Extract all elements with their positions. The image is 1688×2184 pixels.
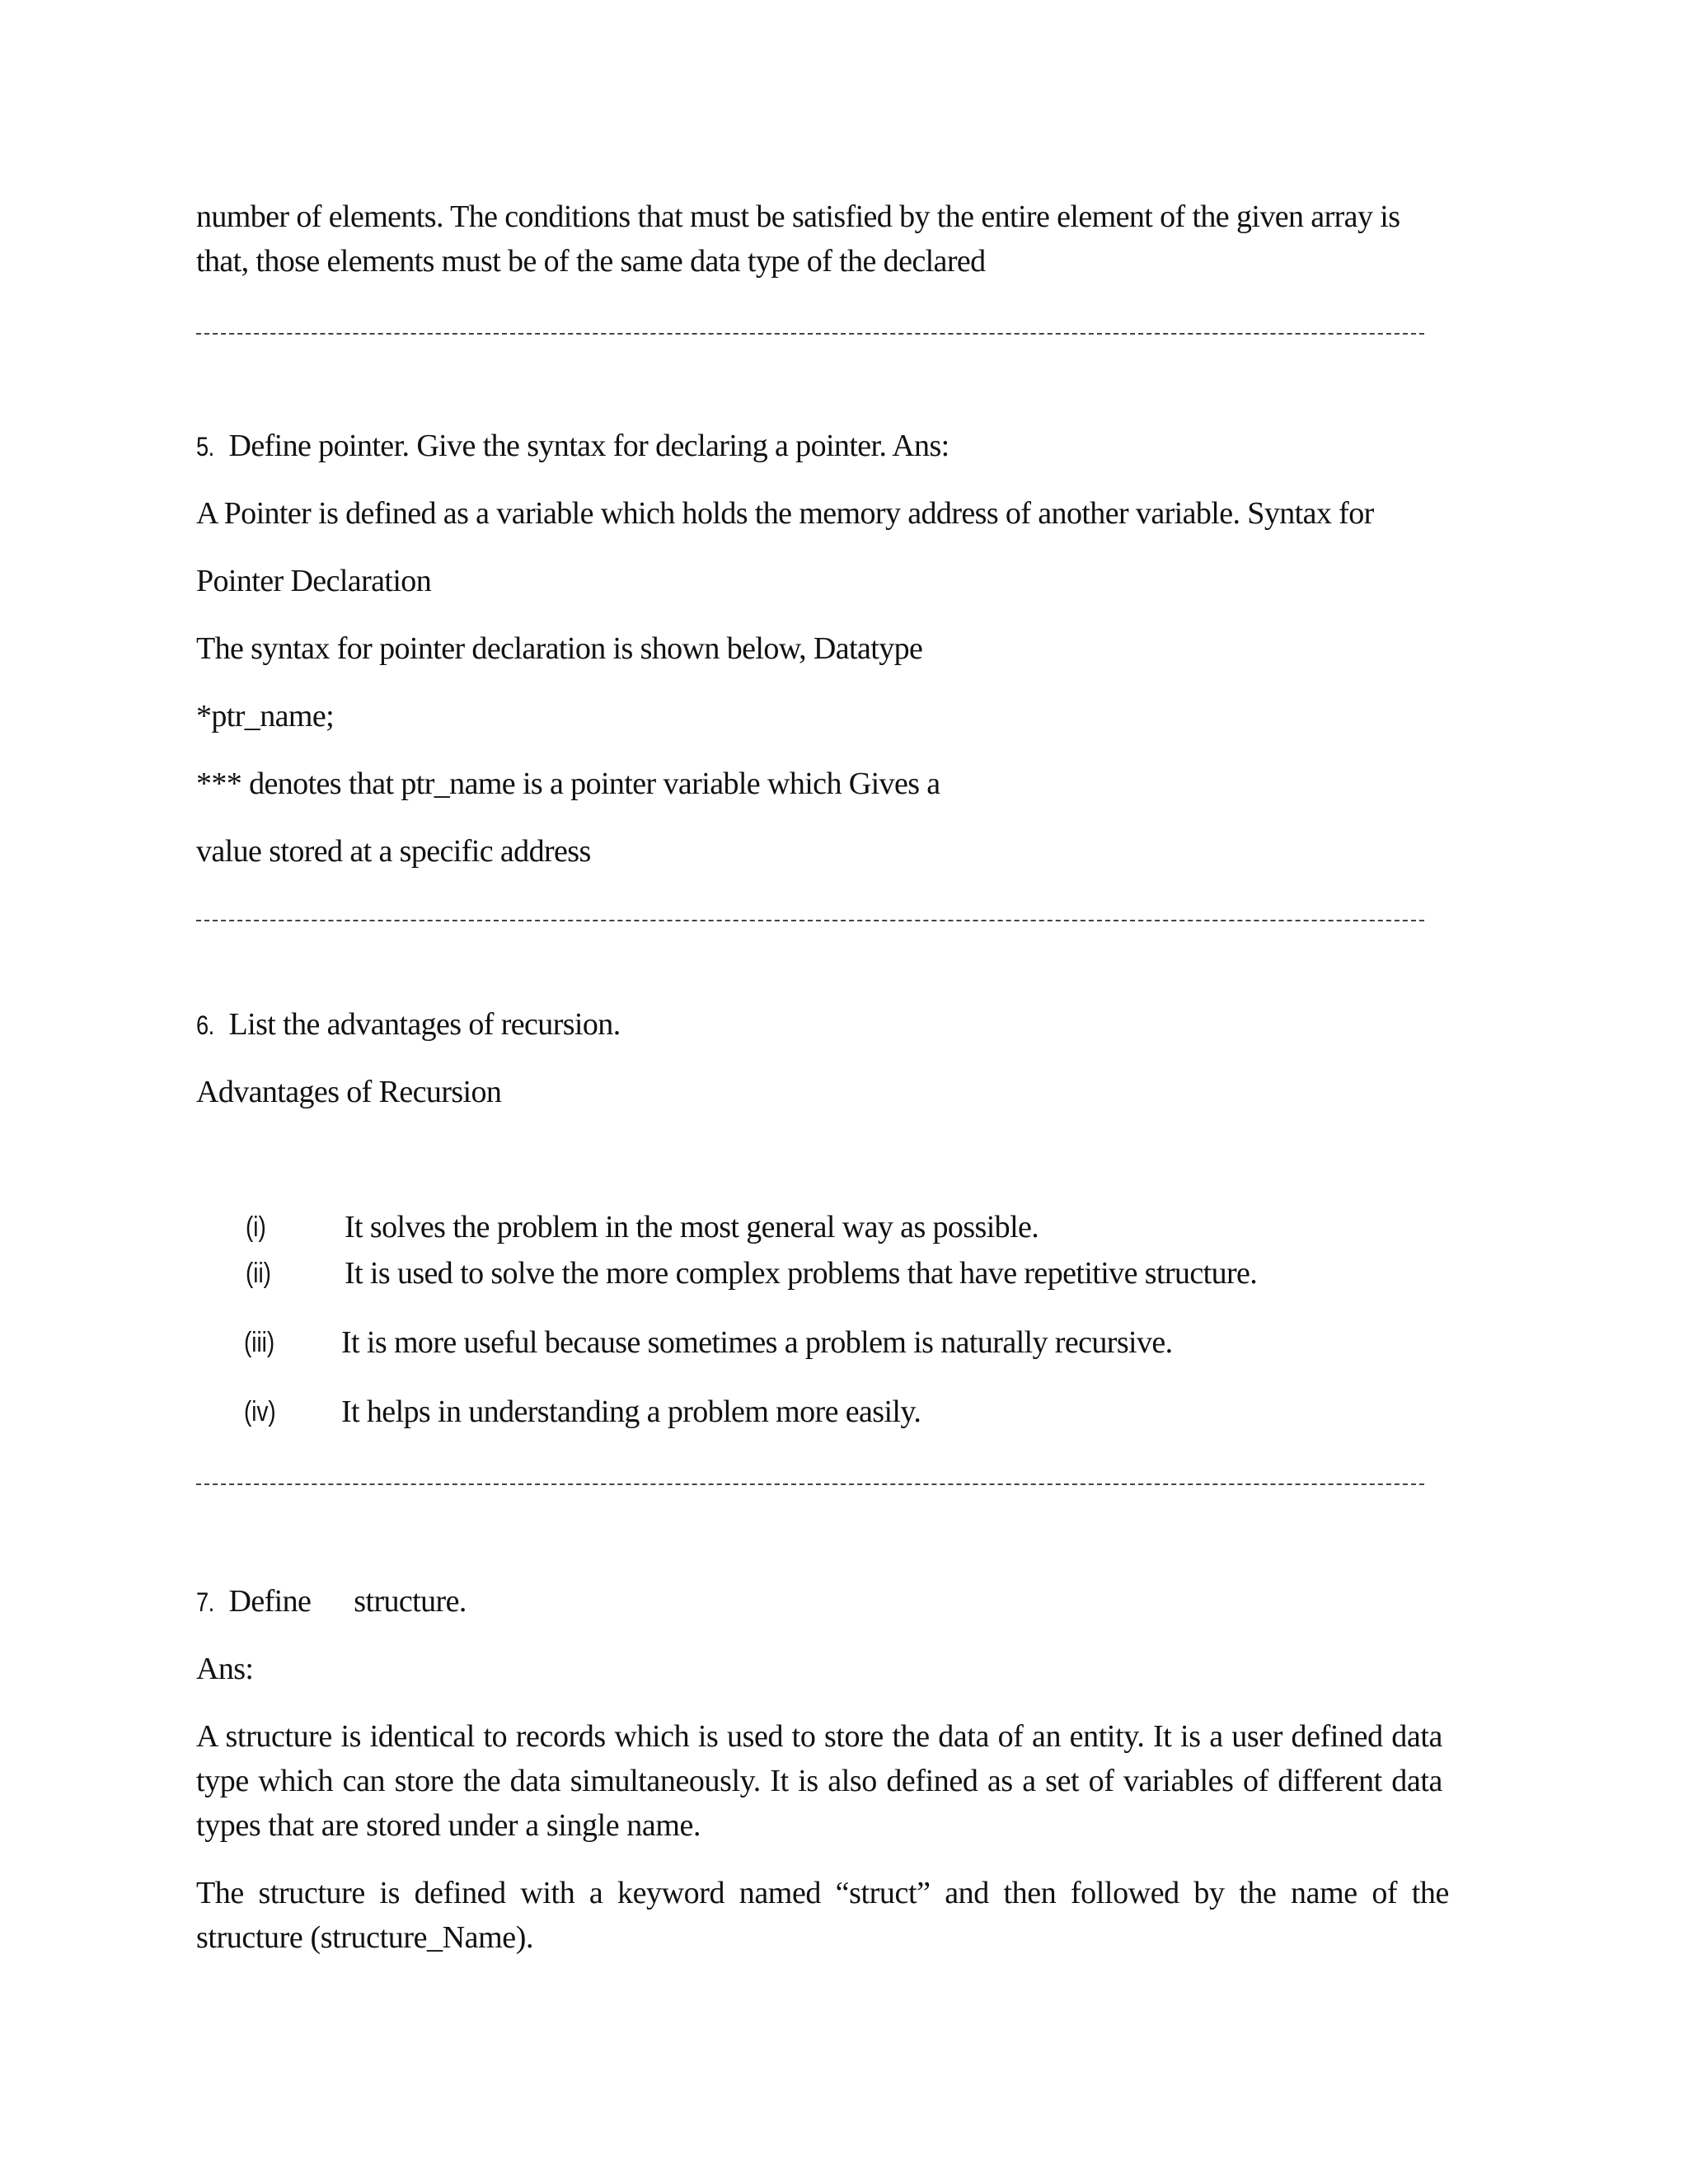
intro-line-1: number of elements. The conditions that must be satisfied by the entire element of the given array is	[196, 199, 1400, 234]
q7-question	[196, 1579, 467, 1624]
list-marker: (ii)	[246, 1258, 271, 1289]
q7-number: 7.	[196, 1587, 214, 1617]
section-divider	[196, 920, 1424, 921]
list-item-text: It is used to solve the more complex problems that have repetitive structure.	[345, 1256, 1258, 1291]
q5-answer-line-4: *ptr_name;	[196, 699, 335, 733]
q5-answer-line-6: value stored at a specific address	[196, 834, 591, 869]
q7-paragraph-1: A structure is identical to records which is used to store the data of an entity. It is a user defined data type which can store the data simultaneously. It is also defined as a set of variables of different data types that are stored under a single name.	[196, 1719, 1442, 1843]
q5-number: 5.	[196, 432, 214, 462]
q6-heading: Advantages of Recursion	[196, 1075, 502, 1109]
list-marker: (iii)	[244, 1327, 275, 1358]
q7-ans-label: Ans:	[196, 1652, 254, 1686]
q7-paragraph-2: The structure is defined with a keyword named “struct” and then followed by the name of the structure (structure_Name).	[196, 1876, 1449, 1955]
q6-question	[196, 1002, 621, 1047]
list-item-text: It solves the problem in the most general way as possible.	[345, 1210, 1039, 1244]
q7-question-word-1: Define	[228, 1584, 312, 1619]
q5-answer-line-5: *** denotes that ptr_name is a pointer variable which Gives a	[196, 766, 940, 801]
list-item-text: It helps in understanding a problem more easily.	[341, 1394, 921, 1429]
list-marker: (iv)	[244, 1396, 276, 1427]
section-divider	[196, 1483, 1424, 1485]
q5-answer-line-2: Pointer Declaration	[196, 564, 432, 598]
q5-answer-line-3: The syntax for pointer declaration is shown below, Datatype	[196, 631, 923, 666]
section-divider	[196, 333, 1424, 335]
list-item-text: It is more useful because sometimes a problem is naturally recursive.	[341, 1325, 1173, 1360]
intro-line-2: that, those elements must be of the same data type of the declared	[196, 244, 986, 279]
list-marker: (i)	[246, 1212, 266, 1243]
q5-answer-line-1: A Pointer is defined as a variable which holds the memory address of another variable. Syntax for	[196, 496, 1374, 531]
q6-question-text: List the advantages of recursion.	[228, 1007, 621, 1042]
q7-question-word-2: structure.	[354, 1584, 467, 1619]
q5-question	[196, 424, 950, 469]
q5-question-text: Define pointer. Give the syntax for declaring a pointer. Ans:	[228, 429, 950, 463]
q6-number: 6.	[196, 1010, 214, 1040]
